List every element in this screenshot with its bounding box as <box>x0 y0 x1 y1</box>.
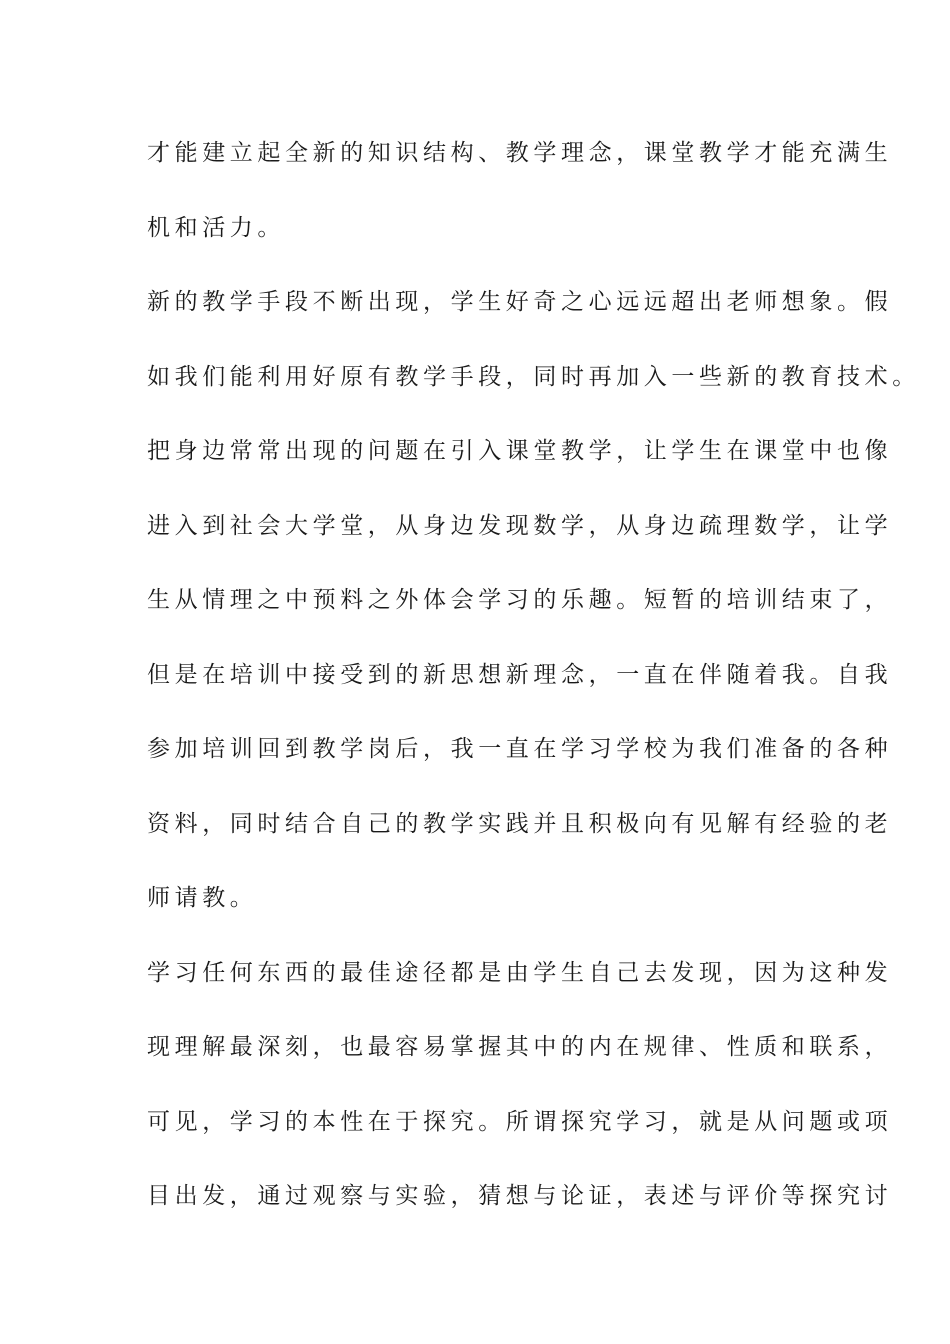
text-line: 学习任何东西的最佳途径都是由学生自己去发现，因为这种发 <box>147 959 893 986</box>
text-line: 但是在培训中接受到的新思想新理念，一直在伴随着我。自我 <box>147 661 893 688</box>
text-line: 师请教。 <box>147 885 258 911</box>
text-line: 资料，同时结合自己的教学实践并且积极向有见解有经验的老 <box>147 810 893 837</box>
text-line: 进入到社会大学堂，从身边发现数学，从身边疏理数学，让学 <box>147 512 893 539</box>
text-line: 现理解最深刻，也最容易掌握其中的内在规律、性质和联系， <box>147 1034 893 1060</box>
text-line: 如我们能利用好原有教学手段，同时再加入一些新的教育技术。 <box>147 363 920 390</box>
text-line: 把身边常常出现的问题在引入课堂教学，让学生在课堂中也像 <box>147 438 893 464</box>
text-line: 新的教学手段不断出现，学生好奇之心远远超出老师想象。假 <box>147 289 893 315</box>
text-line: 可见，学习的本性在于探究。所谓探究学习，就是从问题或项 <box>147 1108 893 1135</box>
body-text <box>147 133 920 1251</box>
text-line: 才能建立起全新的知识结构、教学理念，课堂教学才能充满生 <box>147 140 893 166</box>
text-line: 生从情理之中预料之外体会学习的乐趣。短暂的培训结束了， <box>147 587 893 613</box>
text-line: 参加培训回到教学岗后，我一直在学习学校为我们准备的各种 <box>147 736 893 762</box>
text-line: 目出发，通过观察与实验，猜想与论证，表述与评价等探究讨 <box>147 1183 893 1209</box>
text-line: 机和活力。 <box>147 214 285 241</box>
